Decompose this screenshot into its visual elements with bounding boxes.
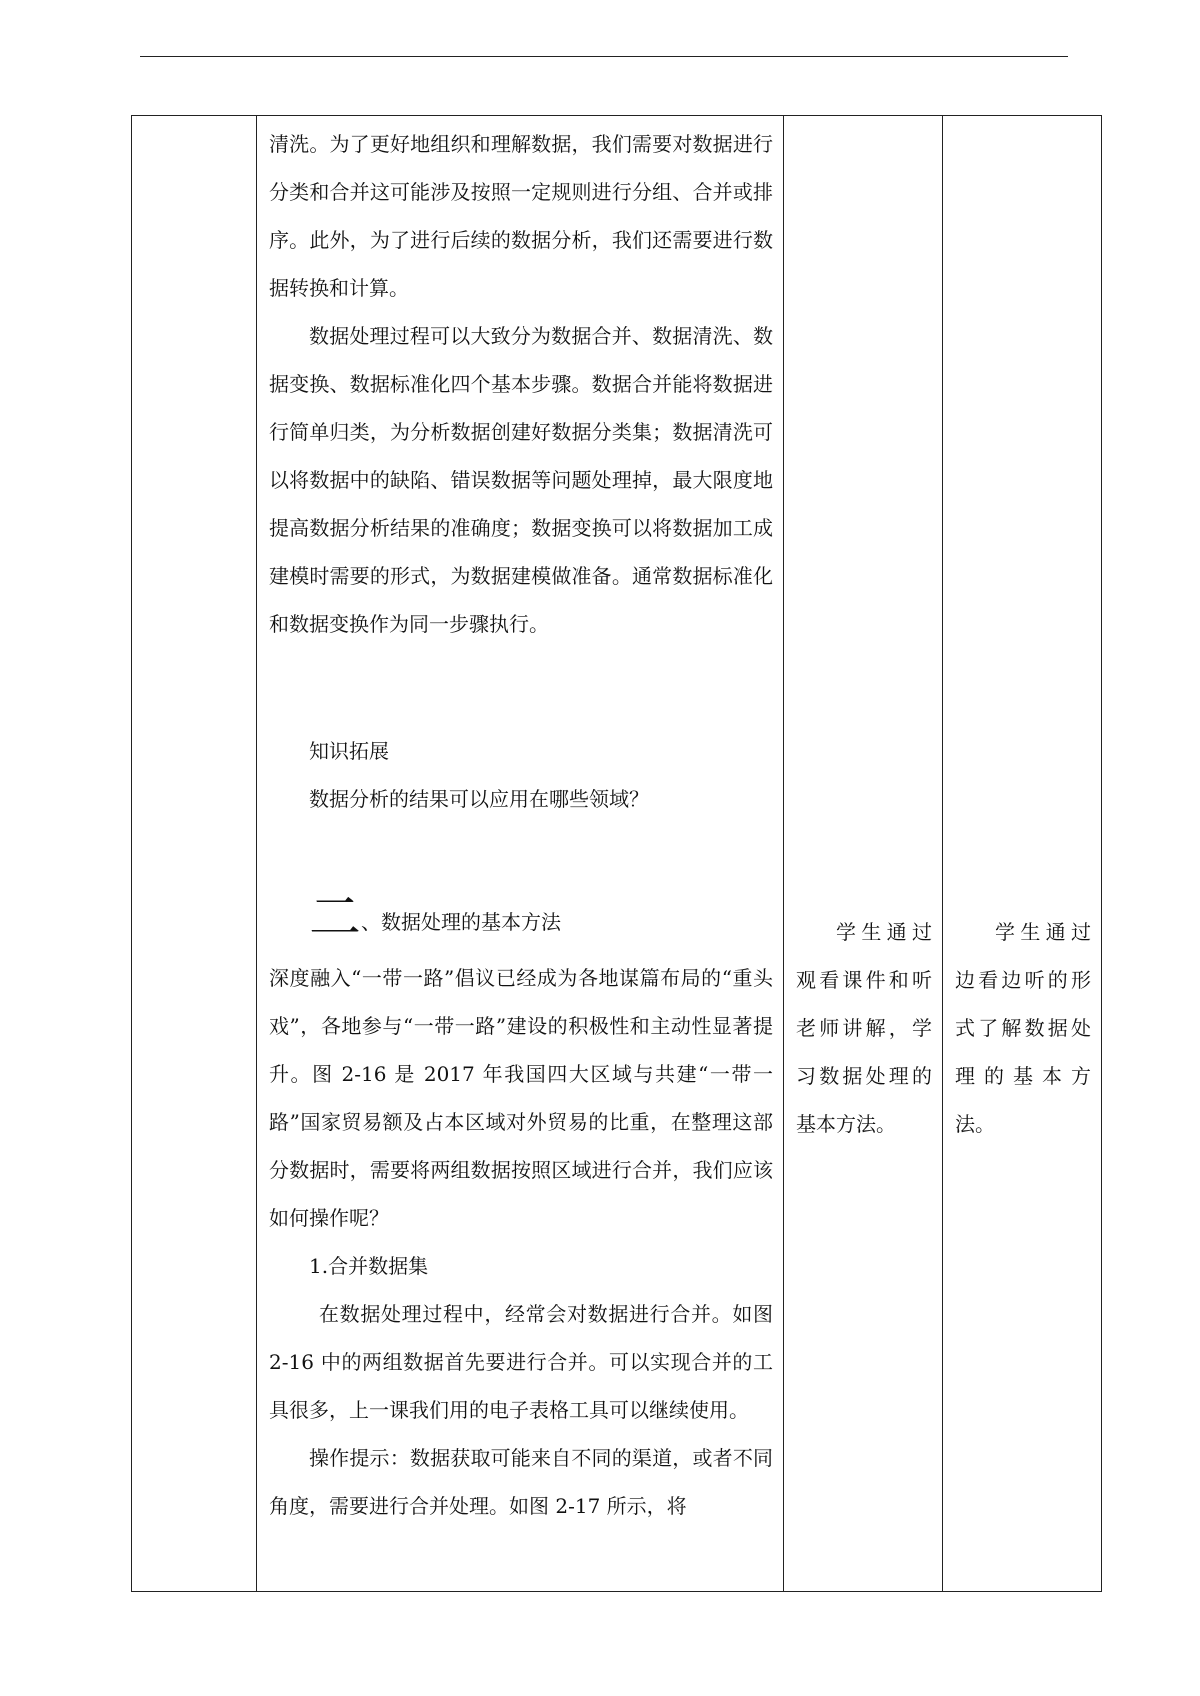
header-rule [140, 56, 1068, 57]
operation-tip: 操作提示：数据获取可能来自不同的渠道，或者不同角度，需要进行合并处理。如图 2-17 所示，将 [269, 1446, 773, 1518]
knowledge-extension [269, 727, 773, 823]
section-title: 、数据处理的基本方法 [361, 910, 562, 934]
paragraph: 清洗。为了更好地组织和理解数据，我们需要对数据进行分类和合并这可能涉及按照一定规则进行分组、合并或排序。此外，为了进行后续的数据分析，我们还需要进行数据转换和计算。 [269, 132, 773, 300]
teaching-content-cell [257, 116, 784, 1592]
content-section-b [269, 954, 773, 1530]
design-intent-text: 学生通过边看边听的形式了解数据处理的基本方法。 [955, 920, 1091, 1136]
stage-cell [132, 116, 257, 1592]
subsection-title: 1.合并数据集 [309, 1254, 429, 1278]
student-activity-text: 学生通过观看课件和听老师讲解，学习数据处理的基本方法。 [796, 920, 932, 1136]
section-two-heading [269, 888, 773, 950]
knowledge-question: 数据分析的结果可以应用在哪些领域？ [309, 787, 649, 811]
lesson-table [131, 115, 1102, 1592]
knowledge-title: 知识拓展 [309, 739, 389, 763]
table-row [132, 116, 1102, 1592]
design-intent-cell [943, 116, 1102, 1592]
paragraph: 深度融入“一带一路”倡议已经成为各地谋篇布局的“重头戏”，各地参与“一带一路”建设的积极性和主动性显著提升。图 2-16 是 2017 年我国四大区域与共建“一带一路”国家贸易额及占本区域对外贸易的比重，在整理这部分数据时，需要将两组数据按照区域进行合并，我们应该如何操作呢？ [269, 966, 773, 1230]
student-activity-cell [784, 116, 943, 1592]
section-number: 二 [309, 888, 362, 948]
paragraph: 数据处理过程可以大致分为数据合并、数据清洗、数据变换、数据标准化四个基本步骤。数据合并能将数据进行简单归类，为分析数据创建好数据分类集；数据清洗可以将数据中的缺陷、错误数据等问题处理掉，最大限度地提高数据分析结果的准确度；数据变换可以将数据加工成建模时需要的形式，为数据建模做准备。通常数据标准化和数据变换作为同一步骤执行。 [269, 324, 773, 636]
paragraph: 在数据处理过程中，经常会对数据进行合并。如图 2-16 中的两组数据首先要进行合并。可以实现合并的工具很多，上一课我们用的电子表格工具可以继续使用。 [269, 1302, 773, 1422]
content-section-a [269, 120, 773, 648]
